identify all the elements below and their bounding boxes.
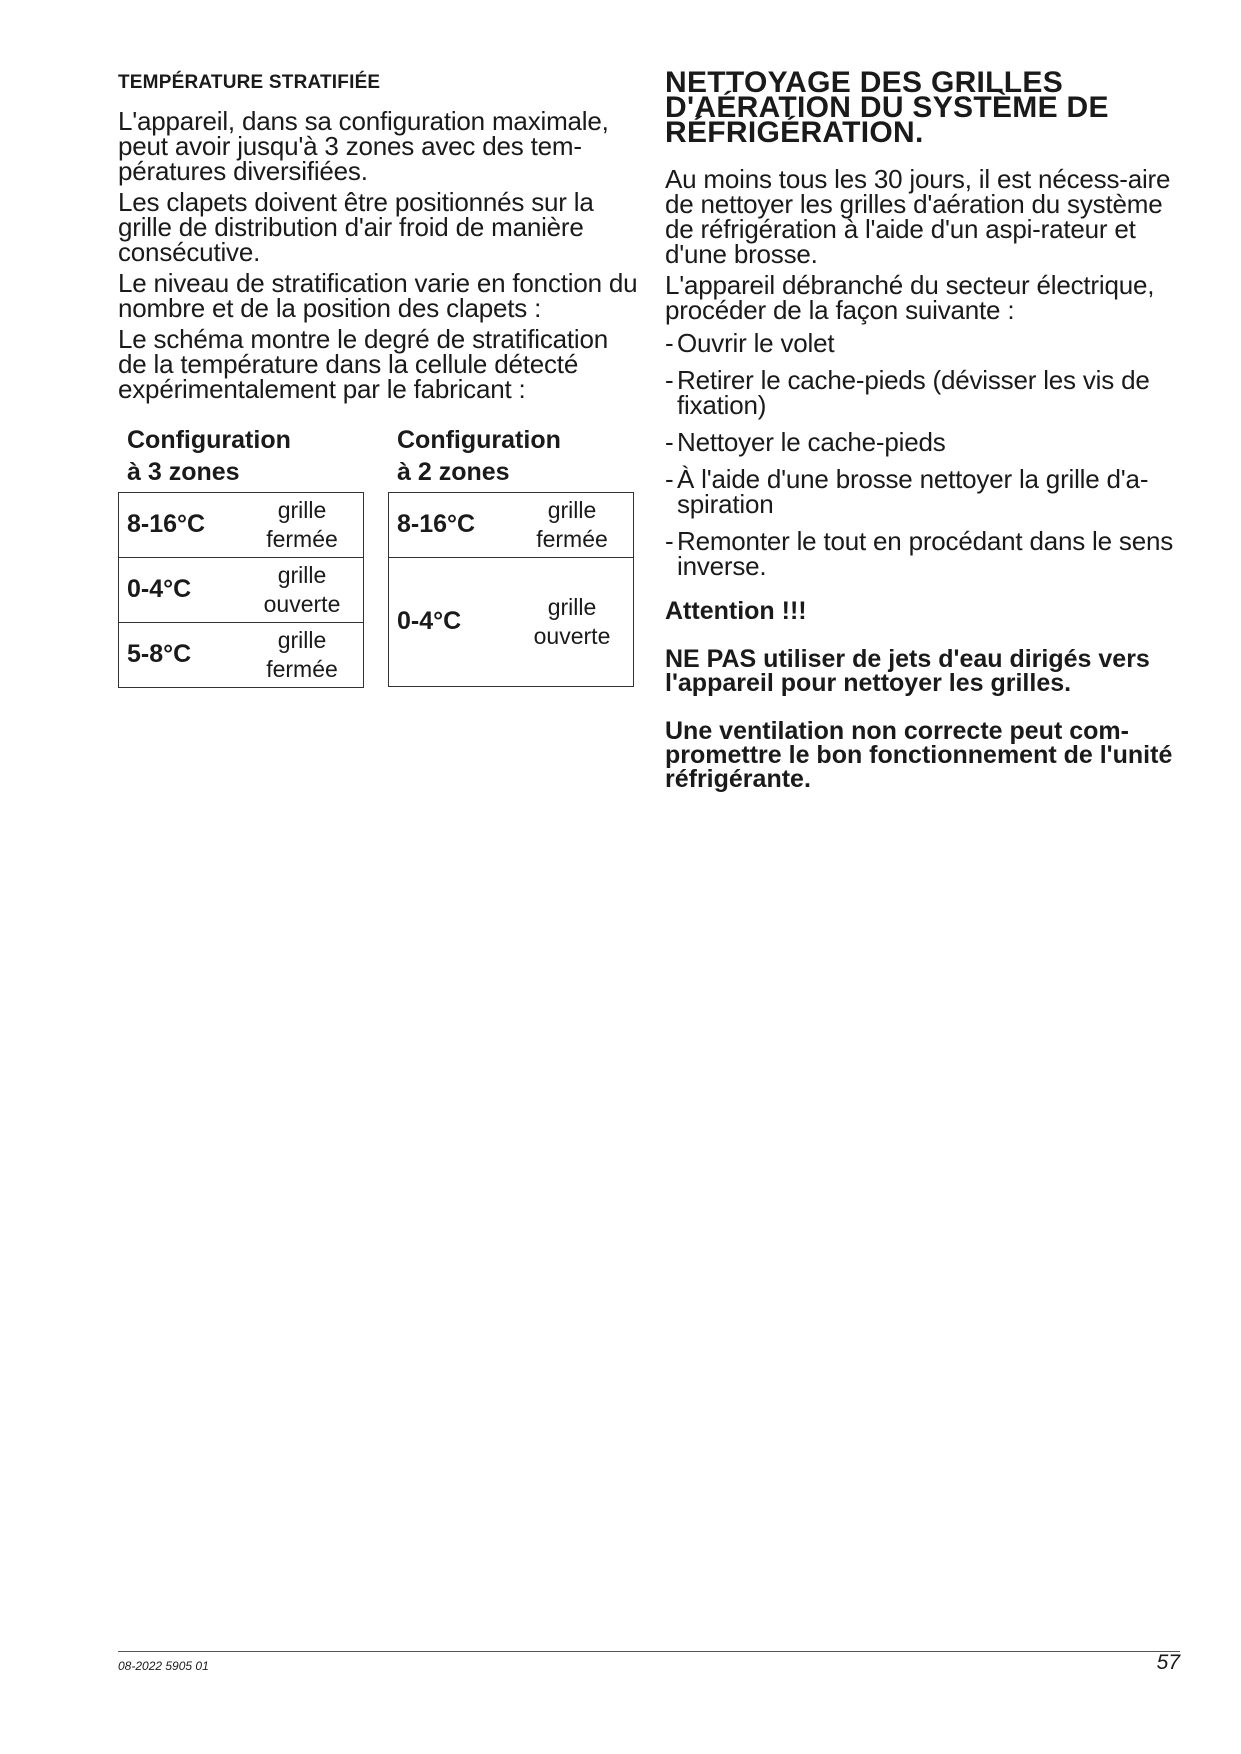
state-line: grille (547, 593, 597, 620)
zone-temperature: 5-8°C (127, 640, 192, 669)
list-item (665, 365, 1185, 420)
step-text: À l'aide d'une brosse nettoyer la grille d'a-spiration (677, 464, 1149, 519)
zone-row (389, 558, 633, 686)
list-item (665, 526, 1185, 581)
paragraph: Le niveau de stratification varie en fonction du nombre et de la position des clapets : (118, 267, 638, 323)
paragraph: Au moins tous les 30 jours, il est nécess-aire de nettoyer les grilles d'aération du système de réfrigération à l'aide d'un aspi-rateur et d'une brosse. (665, 164, 1171, 269)
right-column (665, 66, 1185, 815)
dash-marker: - (665, 427, 674, 457)
zone-configurations (118, 424, 638, 688)
zone-row (119, 623, 363, 687)
config-3-zones (118, 424, 364, 688)
zone-temperature: 8-16°C (397, 510, 476, 539)
zone-temperature: 0-4°C (397, 607, 462, 636)
zone-row (389, 493, 633, 558)
page-number: 57 (1156, 1651, 1180, 1674)
state-line: fermée (266, 655, 338, 682)
paragraph: Le schéma montre le degré de stratification de la température dans la cellule détecté expérimentalement par le fabricant : (118, 323, 608, 404)
list-item (665, 427, 1185, 457)
paragraph: L'appareil débranché du secteur électrique, procéder de la façon suivante : (665, 270, 1155, 325)
step-text: Retirer le cache-pieds (dévisser les vis de fixation) (677, 365, 1150, 420)
paragraph: Les clapets doivent être positionnés sur la grille de distribution d'air froid de manière consécutive. (118, 186, 594, 267)
zone-grille-state (517, 496, 627, 554)
left-column (118, 72, 638, 688)
section-heading-stratified: TEMPÉRATURE STRATIFIÉE (118, 72, 381, 93)
warning-water-jets: NE PAS utiliser de jets d'eau dirigés vers l'appareil pour nettoyer les grilles. (665, 645, 1150, 697)
state-line: ouverte (533, 622, 611, 649)
zone-grille-state (247, 496, 357, 554)
config-title-line: Configuration (127, 425, 291, 454)
footer-divider (118, 1651, 1180, 1652)
zone-table (118, 492, 364, 688)
heading-line: NETTOYAGE DES GRILLES (665, 66, 1064, 99)
config-title-line: à 3 zones (127, 457, 240, 486)
document-code: 08-2022 5905 01 (118, 1659, 209, 1673)
heading-line: D'AÉRATION DU SYSTÈME DE (665, 91, 1109, 124)
zone-grille-state (247, 561, 357, 619)
zone-grille-state (517, 593, 627, 651)
config-title (388, 424, 634, 488)
state-line: fermée (266, 525, 338, 552)
dash-marker: - (665, 328, 674, 358)
warning-ventilation: Une ventilation non correcte peut com-promettre le bon fonctionnement de l'unité réfrigérante. (665, 717, 1173, 793)
list-item (665, 328, 1185, 358)
paragraph: L'appareil, dans sa configuration maximale, peut avoir jusqu'à 3 zones avec des tem-pératures diversifiées. (118, 105, 609, 186)
config-title-line: à 2 zones (397, 457, 510, 486)
config-title (118, 424, 364, 488)
zone-table (388, 492, 634, 687)
state-line: grille (277, 626, 327, 653)
config-2-zones (388, 424, 634, 688)
zone-row (119, 558, 363, 623)
state-line: grille (277, 496, 327, 523)
zone-temperature: 0-4°C (127, 575, 192, 604)
state-line: fermée (536, 525, 608, 552)
state-line: ouverte (263, 590, 341, 617)
state-line: grille (277, 561, 327, 588)
heading-line: RÉFRIGÉRATION. (665, 116, 924, 149)
step-text: Ouvrir le volet (677, 328, 835, 358)
step-text: Remonter le tout en procédant dans le sens inverse. (677, 526, 1174, 581)
list-item (665, 464, 1185, 519)
zone-row (119, 493, 363, 558)
state-line: grille (547, 496, 597, 523)
dash-marker: - (665, 464, 674, 494)
section-heading-cleaning (665, 66, 1185, 149)
config-title-line: Configuration (397, 425, 561, 454)
dash-marker: - (665, 526, 674, 556)
zone-grille-state (247, 626, 357, 684)
cleaning-steps-list (665, 328, 1185, 581)
attention-label: Attention !!! (665, 597, 807, 625)
zone-temperature: 8-16°C (127, 510, 206, 539)
step-text: Nettoyer le cache-pieds (677, 427, 946, 457)
dash-marker: - (665, 365, 674, 395)
